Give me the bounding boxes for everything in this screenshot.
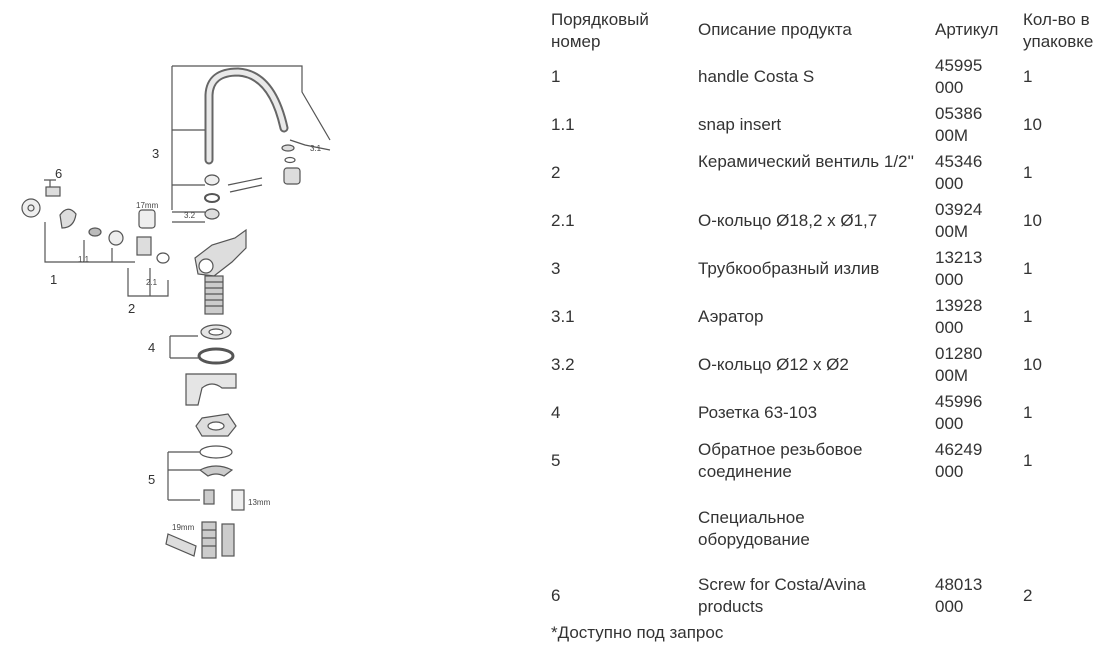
label-2-1: 2.1 — [146, 278, 158, 287]
row-quantity: 1 — [1023, 259, 1033, 278]
row-description: Розетка 63-103 — [698, 403, 818, 422]
row-description: О-кольцо Ø18,2 x Ø1,7 — [698, 211, 878, 230]
label-wrench-19: 19mm — [172, 523, 195, 532]
label-1-1: 1.1 — [78, 255, 90, 264]
row-description: Аэратор — [698, 307, 764, 326]
handle-part — [22, 199, 40, 217]
header-article: Артикул — [935, 20, 999, 39]
row-description: Керамический вентиль 1/2'' — [698, 152, 915, 171]
row-quantity: 2 — [1023, 586, 1033, 605]
row-article: 46249 000 — [935, 440, 983, 481]
row-quantity: 1 — [1023, 307, 1033, 326]
row-article: 01280 00M — [935, 344, 983, 385]
row-quantity: 1 — [1023, 67, 1033, 86]
row-article: 13213 000 — [935, 248, 983, 289]
row-quantity: 10 — [1023, 211, 1042, 230]
header-number: Порядковый номер — [551, 10, 649, 51]
label-2: 2 — [128, 301, 136, 316]
lock-washer-part — [200, 466, 232, 476]
header-description: Описание продукта — [698, 20, 852, 39]
row-quantity: 10 — [1023, 355, 1042, 374]
row-number: 4 — [551, 403, 561, 422]
row-number: 3.1 — [551, 307, 575, 326]
row-quantity: 1 — [1023, 403, 1033, 422]
row-article: 03924 00M — [935, 200, 983, 241]
row-article: 13928 000 — [935, 296, 983, 337]
label-1: 1 — [50, 272, 58, 287]
row-article: 45996 000 — [935, 392, 983, 433]
label-4: 4 — [148, 340, 156, 355]
o-ring-4-part — [199, 349, 233, 363]
row-number: 1.1 — [551, 115, 575, 134]
row-quantity: 10 — [1023, 115, 1042, 134]
row-quantity: 1 — [1023, 451, 1033, 470]
spout-part — [209, 72, 284, 160]
cartridge-part — [137, 237, 151, 255]
o-ring-3-2-part — [205, 194, 219, 202]
label-3-2: 3.2 — [184, 211, 196, 220]
row-article: 45346 000 — [935, 152, 983, 193]
header-quantity: Кол-во в упаковке — [1023, 10, 1094, 51]
row-description: handle Costa S — [698, 67, 815, 86]
label-wrench-17: 17mm — [136, 201, 159, 210]
label-6: 6 — [55, 166, 63, 181]
row-article: 45995 000 — [935, 56, 983, 97]
row-number: 3.2 — [551, 355, 575, 374]
row-description: snap insert — [698, 115, 782, 134]
exploded-parts-diagram — [0, 0, 540, 649]
label-3-1: 3.1 — [310, 144, 322, 153]
row-description: О-кольцо Ø12 x Ø2 — [698, 355, 849, 374]
row-number: 1 — [551, 67, 561, 86]
label-5: 5 — [148, 472, 156, 487]
aerator-part — [284, 168, 300, 184]
row-description: Обратное резьбовое соединение — [698, 440, 863, 481]
row-article: 05386 00M — [935, 104, 983, 145]
row-article: 48013 000 — [935, 575, 983, 616]
row-number: 3 — [551, 259, 561, 278]
label-wrench-13: 13mm — [248, 498, 271, 507]
label-3: 3 — [152, 146, 160, 161]
row-number: 5 — [551, 451, 561, 470]
row-description: Screw for Costa/Avina products — [698, 575, 866, 616]
row-number: 2 — [551, 163, 561, 182]
section-heading-special-equipment: Специальное оборудование — [698, 508, 810, 549]
row-number: 6 — [551, 586, 561, 605]
footnote: *Доступно под запрос — [551, 623, 724, 642]
row-quantity: 1 — [1023, 163, 1033, 182]
row-description: Трубкообразный излив — [698, 259, 880, 278]
row-number: 2.1 — [551, 211, 575, 230]
